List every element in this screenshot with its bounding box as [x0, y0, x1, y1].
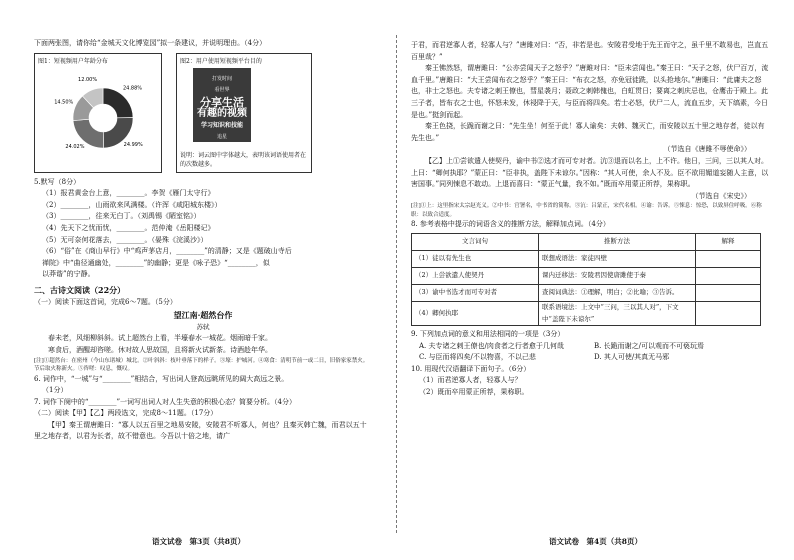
figure-2-description: 说明：词云图中字体越大，表明该词语使用者在的次数越多。 — [180, 151, 307, 168]
question-4-prompt: 下面两张图，请你给“金城天文化博览园”拟一条建议，并说明理由。（4分） — [34, 39, 267, 47]
question-10: 10. 用现代汉语翻译下面句子。（6分） — [411, 364, 531, 373]
page-footer-left: 语文试卷 第3页（共8页） — [152, 537, 245, 546]
answer-cell[interactable] — [696, 301, 761, 325]
jia-passage-start: 【甲】秦王谓唐雎曰：“寡人以五百里之地易安陵，安陵君不听寡人，何也？且秦灭韩亡魏，而君以五十里之地存者，以君为长者，故不错意也。今吾以十倍之地，请广 — [34, 420, 367, 441]
table-header: 推断方法 — [539, 233, 696, 250]
jia-para-2: 秦王怫然怒，谓唐雎曰：“公亦尝闻天子之怒乎？”唐雎对曰：“臣未尝闻也。”秦王曰：“天子之怒，伏尸百万，流血千里。”唐雎曰：“大王尝闻布衣之怒乎？”秦王曰：“布衣之怒，亦免冠徒跣，以头抢地尔。”唐雎曰：“此庸夫之怒也，非士之怒也。夫专诸之刺王僚也，彗星袭月；聂政之刺韩傀也，白虹贯日；要离之刺庆忌也，仓鹰击于殿上。此三子者，皆布衣之士也，怀怒未发，休祲降于天，与臣而将四矣。若士必怒，伏尸二人，流血五步，天下缟素，今日是也。”挺剑而起。 — [411, 64, 769, 119]
yi-passage: 【乙】上①尝欲遣人使契丹，谕中书②选才而可专对者。沆③退而以名上，上不许。他日，三问，三以其人对。上曰：“卿何执耶？”蒙正曰：“臣非执，盖陛下未谅尔。”因称：“其人可使，余人不及。臣不欲用媚道妄随人主意，以害国事。”同列悚息不敢动。上退而喜曰：“蒙正气量，我不如。”既而卒用蒙正所荐，果称职。 — [411, 156, 769, 189]
reading-intro: （二）阅读【甲】【乙】两段选文，完成8～11题。（17分） — [34, 409, 218, 418]
table-cell: 联想成语法：家徒四壁 — [539, 250, 696, 267]
table-cell: （4）卿何执耶 — [412, 301, 539, 325]
table-row — [412, 284, 761, 301]
answer-cell[interactable] — [696, 250, 761, 267]
donut-chart — [35, 54, 161, 172]
option-c[interactable]: C. 与臣而将四矣/不以物喜，不以己悲 — [419, 353, 536, 362]
q5-item: （5）无可奈何花落去，________。（晏殊《浣溪沙》） — [42, 235, 208, 244]
left-column — [34, 38, 372, 443]
table-cell: （3）谕中书选才而可专对者 — [412, 284, 539, 301]
question-10-item: （2）既而卒用蒙正所荐，果称职。 — [419, 388, 529, 397]
cloud-word: 有趣的视频 — [197, 108, 247, 120]
source-2: （节选自《宋史》） — [691, 191, 751, 200]
question-10-item: （1）而君逆寡人者，轻寡人与？ — [419, 376, 522, 385]
table-row — [412, 267, 761, 284]
table-row — [412, 301, 761, 325]
jia-para-1: 于君，而君逆寡人者，轻寡人与？”唐雎对曰：“否，非若是也。安陵君受地于先王而守之，虽千里不敢易也，岂直五百里哉？” — [411, 41, 769, 61]
figure-row — [34, 53, 372, 177]
cloud-word: 分享生活 — [200, 95, 244, 109]
donut-label: 24.88% — [122, 85, 143, 92]
q5-item: 禅院》中“曲径通幽处，________”的幽静；更是《咏子恐》“________，似 — [42, 258, 270, 267]
table-header: 文言词句 — [412, 233, 539, 250]
table-header: 解释 — [696, 233, 761, 250]
question-7: 7. 词作下阕中的“________”一词写出词人对人生失意的积极心态？简要分析。（4分） — [34, 397, 297, 406]
section-2-heading: 二、古诗文阅读（22分） — [34, 284, 126, 295]
section-2-sub: （一）阅读下面这首词，完成6～7题。（5分） — [34, 297, 177, 306]
donut-label: 12.00% — [78, 76, 98, 83]
poem-note: [注]①超然台：在密州（今山东诸城）城北。②叶斜斜：枝叶垂落下的样子。③壕：护城河。④寒食：清明节前一或二日，旧俗家家禁火。节后取火称新火。⑤咨嗟：叹息，慨叹。 — [34, 357, 369, 372]
figure-2-label: 图2：用户使用短视频平台目的 — [180, 57, 262, 65]
page-footer-right: 语文试卷 第4页（共8页） — [549, 537, 642, 546]
table-row — [412, 250, 761, 267]
source-1: （节选自《唐雎不辱使命》） — [663, 145, 751, 154]
question-6-score: （1分） — [42, 386, 68, 395]
cloud-word: 打发时间 — [211, 145, 232, 152]
q5-item: （1）报君黄金台上意，________。李贺《雁门太守行》 — [42, 189, 215, 198]
donut-slice — [103, 88, 133, 118]
table-cell: 课内迁移法：安陵君因使唐雎使于秦 — [539, 267, 696, 284]
question-8: 8. 参考表格中提示的词语含义的推断方法，解释加点词。（4分） — [411, 220, 610, 229]
figure-2-word-cloud — [176, 53, 312, 173]
figure-1-age-distribution — [34, 53, 162, 173]
right-column — [411, 40, 771, 399]
table-cell: 查阅词典法：①理解，明白；②比喻；③告诉。 — [539, 284, 696, 301]
answer-cell[interactable] — [696, 267, 761, 284]
answer-cell[interactable] — [696, 284, 761, 301]
cloud-word: 追星 — [216, 133, 227, 140]
donut-label: 24.02% — [65, 143, 85, 150]
page-right — [397, 0, 794, 560]
table-cell: （1）徒以有先生也 — [412, 250, 539, 267]
donut-label: 14.50% — [54, 99, 74, 106]
donut-label: 24.99% — [123, 141, 143, 148]
q5-item: 以莽谐”的宁静。 — [42, 270, 95, 279]
q5-item: （6）“俗”在《商山早行》中“鸡声茅店月，________”的清静；又是《题破山寺后 — [42, 247, 292, 256]
cloud-word: 看世界 — [214, 87, 230, 94]
cloud-word: 打发时间 — [211, 75, 232, 82]
inference-table — [411, 233, 761, 326]
cloud-word: 学习知识和技能 — [200, 121, 243, 129]
table-cell: 联系语境法：上文中“三问，三以其人对”，下文中“盖陛下未谅尔” — [539, 301, 696, 325]
q5-item: （4）先天下之忧而忧，________。范仲淹《岳阳楼记》 — [42, 223, 215, 232]
q5-heading: 5.默写（8分） — [34, 177, 81, 186]
poem-line: 寒食后，酒醒却咨嗟。休对故人思故国，且将新火试新茶。诗酒趁年华。 — [48, 345, 272, 354]
option-d[interactable]: D. 其人可使/其真无马邪 — [594, 353, 670, 362]
poem-line: 春未老，风细柳斜斜。试上超然台上看，半壕春水一城花。烟雨暗千家。 — [48, 334, 272, 343]
table-cell: （2）上尝欲遣人使契丹 — [412, 267, 539, 284]
poem-title: 望江南·超然台作 — [173, 310, 233, 321]
question-9-options — [411, 341, 771, 364]
question-9: 9. 下列加点词的意义和用法相同的一项是（3分） — [411, 330, 565, 339]
poem-author: 苏轼 — [196, 322, 210, 331]
option-a[interactable]: A. 夫专诸之刺王僚也/肉食者之行者愈于几何哉 — [419, 341, 564, 350]
yi-note: [注]①上：这里指宋太宗赵光义。②中书：官署名，中书省的简称。③沆：吕蒙正，宋代名相。④谕：告诉。⑤悚息：惊恐，以致屏住呼吸。⑥称职：以致合适度。 — [411, 203, 762, 218]
q5-item: （3）________，往来无白丁。（刘禹锡《陋室铭》） — [42, 212, 201, 221]
option-b[interactable]: B. 长跪而谢之/可以观而不可亵玩焉 — [594, 341, 704, 350]
table-header-row — [412, 233, 761, 250]
q5-item: （2）________，山雨欲来风满楼。（许浑《咸阳城东楼》） — [42, 200, 222, 209]
word-cloud — [193, 68, 251, 152]
question-6: 6. 词作中，“一城”与“________”相结合，写出词人登高远眺所见的阔大高远之景。 — [34, 374, 289, 383]
jia-para-3: 秦王色挠，长跪而谢之曰：“先生坐！何至于此！寡人谕矣：夫韩、魏灭亡，而安陵以五十里之地存者，徒以有先生也。” — [411, 122, 765, 142]
figure-1-label: 图1：短视频用户年龄分布 — [38, 57, 108, 65]
